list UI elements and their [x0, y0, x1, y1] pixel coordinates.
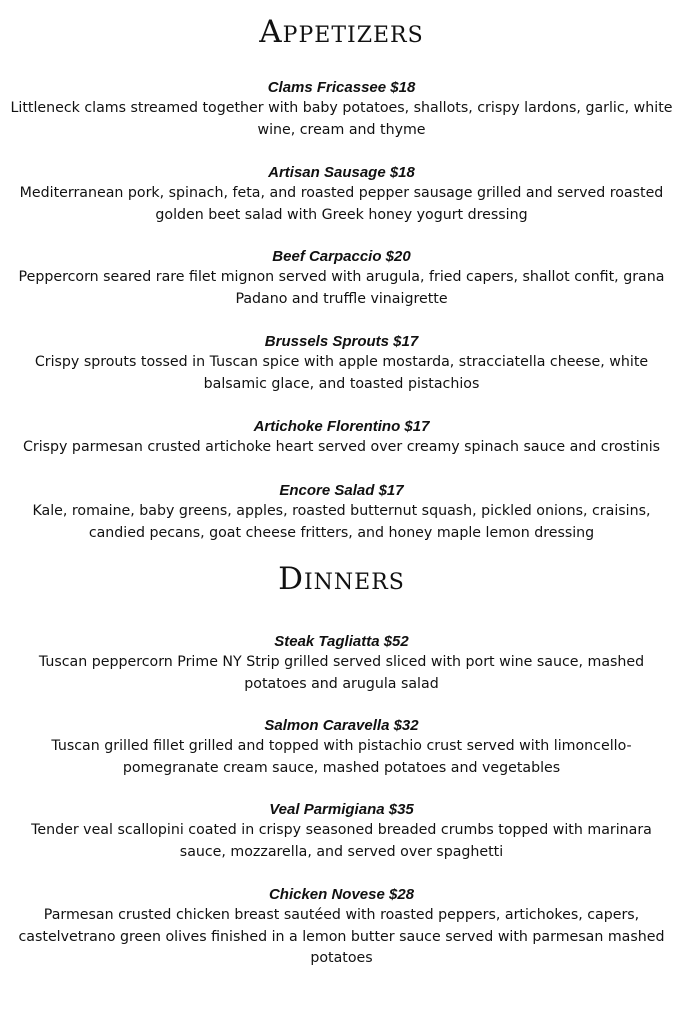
item-description: Tender veal scallopini coated in crispy seasoned breaded crumbs topped with marinara sauce, mozzarella, and served over spaghetti: [31, 822, 652, 860]
item-description: Peppercorn seared rare filet mignon served with arugula, fried capers, shallot confit, grana Padano and truffle vinaigrette: [18, 269, 665, 307]
menu-item: [0, 416, 683, 459]
item-name: Encore Salad $17: [279, 482, 404, 499]
menu-item: [0, 631, 683, 695]
item-name: Artichoke Florentino $17: [253, 418, 430, 435]
item-description: Tuscan grilled fillet grilled and topped with pistachio crust served with limoncello-pomegranate cream sauce, mashed potatoes and vegetables: [51, 738, 632, 776]
item-name: Chicken Novese $28: [268, 886, 415, 903]
menu-item: [0, 480, 683, 544]
menu-item: [0, 77, 683, 141]
item-name: Veal Parmigiana $35: [269, 801, 414, 818]
menu-item: [0, 884, 683, 970]
item-description: Tuscan peppercorn Prime NY Strip grilled served sliced with port wine sauce, mashed potatoes and arugula salad: [38, 654, 645, 692]
menu-item: [0, 246, 683, 310]
item-name: Steak Tagliatta $52: [274, 633, 409, 650]
item-description: Kale, romaine, baby greens, apples, roasted butternut squash, pickled onions, craisins, candied pecans, goat cheese fritters, and honey maple lemon dressing: [32, 503, 651, 541]
item-description: Crispy sprouts tossed in Tuscan spice with apple mostarda, stracciatella cheese, white balsamic glace, and toasted pistachios: [34, 354, 649, 392]
item-name: Salmon Caravella $32: [264, 717, 419, 734]
item-description: Crispy parmesan crusted artichoke heart served over creamy spinach sauce and crostinis: [22, 439, 661, 455]
item-name: Brussels Sprouts $17: [264, 333, 419, 350]
appetizers-heading: Appetizers: [259, 14, 424, 50]
menu-item: [0, 799, 683, 863]
item-name: Artisan Sausage $18: [268, 164, 415, 181]
item-name: Clams Fricassee $18: [267, 79, 416, 96]
item-description: Littleneck clams streamed together with baby potatoes, shallots, crispy lardons, garlic, white wine, cream and thyme: [10, 100, 673, 138]
item-name: Beef Carpaccio $20: [272, 248, 411, 265]
menu-item: [0, 162, 683, 226]
dinners-heading: Dinners: [278, 561, 405, 597]
menu-item: [0, 331, 683, 395]
item-description: Mediterranean pork, spinach, feta, and roasted pepper sausage grilled and served roasted golden beet salad with Greek honey yogurt dressing: [19, 185, 664, 223]
item-description: Parmesan crusted chicken breast sautéed with roasted peppers, artichokes, capers, castelvetrano green olives finished in a lemon butter sauce served with parmesan mashed potatoes: [18, 907, 665, 966]
menu-item: [0, 715, 683, 779]
